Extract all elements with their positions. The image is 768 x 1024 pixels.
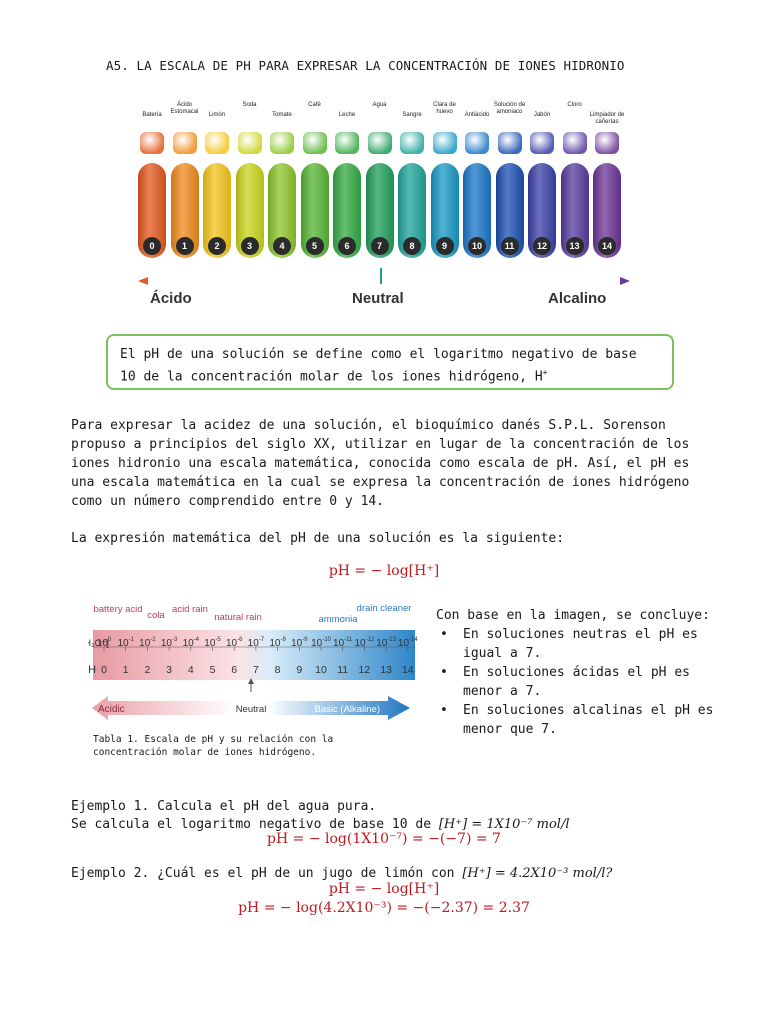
alkaline-label: Alcalino [548, 290, 607, 307]
ph-value: 1 [122, 664, 129, 676]
scale-item-icon [530, 132, 554, 154]
ph-value: 8 [274, 664, 281, 676]
scale-item-label: Café [308, 102, 321, 108]
scale-item-icon [595, 132, 619, 154]
scale-item-icon [563, 132, 587, 154]
scale-item-icon [368, 132, 392, 154]
ph-value: 11 [337, 664, 349, 676]
example1-line: Se calcula el logaritmo negativo de base 10 de [H⁺] = 1X10⁻⁷ mol/l [71, 817, 570, 832]
ph-number: 9 [436, 237, 454, 255]
scale-item-icon [498, 132, 522, 154]
scale-item-icon [433, 132, 457, 154]
example2-math: [H⁺] = 4.2X10⁻³ mol/l? [462, 866, 613, 881]
h3o-value: $10^{-13}$ [376, 637, 396, 649]
scale-item-label: Sangre [402, 112, 422, 118]
h3o-value: $10^{-2}$ [139, 637, 156, 649]
scale-item-label: Solución de amoniaco [493, 102, 526, 115]
figure-top-label: drain cleaner [356, 603, 412, 614]
scale-item-label: Batería [142, 112, 162, 118]
scale-item-label: Ácido Estomacal [170, 102, 199, 115]
scale-item-label: Tomate [272, 112, 292, 118]
ph-value: 0 [101, 664, 107, 676]
ph-value: 10 [315, 664, 327, 676]
conclusion-item: • En soluciones ácidas el pH es menor a 7. [436, 663, 726, 701]
h3o-value: $10^{-12}$ [354, 637, 375, 649]
ph-value: 7 [252, 664, 259, 676]
ph-value: 2 [144, 664, 151, 676]
scale-item-label: Agua [372, 102, 387, 108]
ph-value: 5 [209, 664, 216, 676]
ph-value: 13 [380, 664, 392, 676]
scale-item-icon [465, 132, 489, 154]
scale-item-icon [173, 132, 197, 154]
formula-intro: La expresión matemática del pH de una solución es la siguiente: [71, 531, 565, 546]
scale-item-icon [238, 132, 262, 154]
conclusion-item: • En soluciones alcalinas el pH es menor que 7. [436, 701, 726, 739]
example2-heading: Ejemplo 2. ¿Cuál es el pH de un jugo de limón con [H⁺] = 4.2X10⁻³ mol/l? [71, 866, 613, 881]
ph-number: 14 [598, 237, 616, 255]
ph-number: 12 [533, 237, 551, 255]
h3o-value: $10^{-6}$ [225, 637, 243, 649]
figure-top-label: ammonia [318, 614, 358, 625]
h3o-value: $10^{-8}$ [269, 637, 286, 649]
ph-number: 5 [306, 237, 324, 255]
conclusion-item: • En soluciones neutras el pH es igual a 7. [436, 625, 726, 663]
definition-text: El pH de una solución se define como el logaritmo negativo de base 10 de la concentración molar de los iones hidrógeno, H+ [120, 347, 637, 385]
ph-number: 6 [338, 237, 356, 255]
example2-formula-2: pH = − log(4.2X10⁻³) = −(−2.37) = 2.37 [238, 900, 530, 916]
conclusions-intro: Con base en la imagen, se concluye: [436, 608, 710, 623]
example2-formula-1: pH = − log[H⁺] [328, 881, 440, 897]
scale-item-icon [303, 132, 327, 154]
h3o-value: $10^{-9}$ [291, 637, 308, 649]
definition-box [106, 334, 674, 390]
ph-number: 10 [468, 237, 486, 255]
scale-item-label: Leche [338, 112, 356, 118]
example1-formula: pH = − log(1X10⁻⁷) = −(−7) = 7 [267, 831, 501, 847]
example1-math: [H⁺] = 1X10⁻⁷ mol/l [438, 817, 570, 832]
scale-item-label: Clara de huevo [433, 102, 456, 115]
figure-top-label: cola [147, 610, 165, 621]
conclusions [436, 606, 726, 739]
neutral-label: Neutral [235, 704, 267, 715]
example1-heading: Ejemplo 1. Calcula el pH del agua pura. [71, 799, 377, 814]
basic-label: Basic (Alkaline) [314, 704, 380, 715]
ph-value: 9 [296, 664, 303, 676]
scale-item-label: Antiácido [464, 112, 490, 118]
scale-item-icon [140, 132, 164, 154]
acid-label: Ácido [150, 290, 192, 307]
scale-item-icon [205, 132, 229, 154]
ph-figure-graphic [88, 600, 418, 726]
ph-value: 4 [187, 664, 194, 676]
scale-item-label: Soda [242, 102, 257, 108]
figure-top-label: acid rain [172, 604, 208, 615]
ph-number: 11 [501, 237, 519, 255]
h3o-value: $10^{-14}$ [397, 637, 418, 649]
h3o-value: $10^{-5}$ [204, 637, 221, 649]
ph-number: 1 [176, 237, 194, 255]
ph-number: 8 [403, 237, 421, 255]
ph-number: 2 [208, 237, 226, 255]
h3o-value: $10^{-4}$ [182, 637, 200, 649]
ph-value: 14 [401, 664, 414, 676]
h3o-value: $10^{-1}$ [117, 637, 134, 649]
ph-number: 4 [273, 237, 291, 255]
ph-value: 3 [166, 664, 173, 676]
ph-value: 12 [358, 664, 371, 676]
h3o-value: $10^{-11}$ [333, 637, 353, 649]
h3o-label: ₃O⁺] [91, 638, 109, 648]
scale-item-icon [335, 132, 359, 154]
scale-item-label: Jabón [533, 112, 551, 118]
ph-figure [88, 600, 418, 726]
h3o-value: $10^{-7}$ [247, 637, 265, 649]
h3o-value: $10^0$ [96, 637, 112, 649]
scale-item-label: Limpiador de cañerías [589, 112, 625, 125]
conclusions-list [436, 625, 726, 739]
ph-scale-illustration [130, 100, 640, 320]
scale-item-icon [270, 132, 294, 154]
ph-number: 13 [566, 237, 584, 255]
ph-value: 6 [231, 664, 238, 676]
ph-number: 3 [241, 237, 259, 255]
figure-caption: Tabla 1. Escala de pH y su relación con la concentración molar de iones hidrógeno. [93, 734, 334, 758]
intro-paragraph: Para expresar la acidez de una solución, el bioquímico danés S.P.L. Sorenson propuso a principios del siglo XX, utilizar en lugar de la concentración de los iones hidronio una escala matemática, conocida como escala de pH. Así, el pH es una escala matemática en la cual se expresa la concentración de iones hidrógeno como un número comprendido entre 0 y 14. [71, 418, 690, 509]
h3o-value: $10^{-3}$ [160, 637, 178, 649]
ph-number: 0 [143, 237, 161, 255]
scale-item-label: Limón [208, 112, 226, 118]
ph-formula: pH = − log[H⁺] [328, 563, 440, 579]
scale-item-label: Cloro [567, 102, 582, 108]
figure-top-label: natural rain [214, 612, 262, 623]
neutral-label: Neutral [352, 290, 404, 307]
h3o-value: $10^{-10}$ [311, 637, 331, 649]
ph-axis-label: H [88, 664, 97, 676]
figure-top-label: battery acid [93, 604, 143, 615]
scale-item-icon [400, 132, 424, 154]
page-title: A5. LA ESCALA DE PH PARA EXPRESAR LA CONCENTRACIÓN DE IONES HIDRONIO [106, 58, 625, 73]
acidic-label: Acidic [98, 704, 125, 715]
ph-number: 7 [371, 237, 389, 255]
